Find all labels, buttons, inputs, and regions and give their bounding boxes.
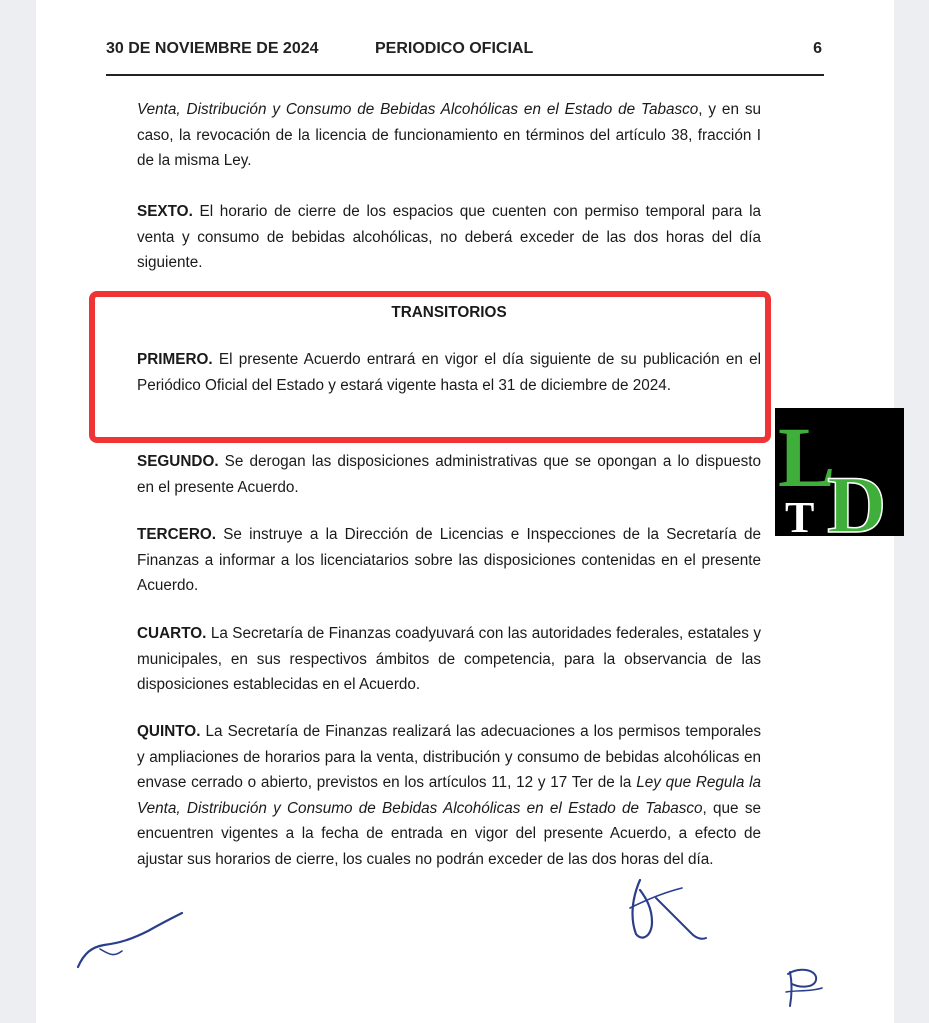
tercero-label: TERCERO. xyxy=(137,526,217,543)
tercero-text: Se instruye a la Dirección de Licencias e Inspecciones de la Secretaría de Finanzas a informar a los licenciatarios sobre las disposiciones contenidas en el presente Acuerdo. xyxy=(137,526,761,594)
quinto-text-1: La Secretaría de Finanzas realizará las adecuaciones a los permisos temporales y ampliaciones de horarios para la venta, distribución y consumo de bebidas alcohólicas en envase cerrado o abierto, previstos en los artículos 11, 12 y 17 Ter de la xyxy=(137,723,761,791)
svg-text:L: L xyxy=(778,409,836,505)
cuarto-label: CUARTO. xyxy=(137,625,207,642)
signature-initial xyxy=(778,962,838,1010)
article-tercero xyxy=(137,522,761,599)
article-quinto xyxy=(137,719,761,872)
cuarto-text: La Secretaría de Finanzas coadyuvará con las autoridades federales, estatales y municipales, en sus respectivos ámbitos de competencia, para la observancia de las disposiciones establecidas en el Acuerdo. xyxy=(137,625,761,693)
page-number: 6 xyxy=(813,40,822,57)
sexto-label: SEXTO. xyxy=(137,203,193,220)
ltd-logo xyxy=(775,408,904,536)
intro-paragraph xyxy=(137,97,761,174)
svg-text:D: D xyxy=(827,459,887,536)
primero-text: El presente Acuerdo entrará en vigor el día siguiente de su publicación en el Periódico Oficial del Estado y estará vigente hasta el 31 de diciembre de 2024. xyxy=(137,351,761,394)
logo-graphic xyxy=(775,408,904,536)
page-header xyxy=(106,40,824,76)
svg-text:T: T xyxy=(785,493,815,536)
quinto-text-2: , que se encuentren vigentes a la fecha de entrada en vigor del presente Acuerdo, a efecto de ajustar sus horarios de cierre, los cuales no podrán exceder de las dos horas del día. xyxy=(137,799,761,868)
signature-left xyxy=(70,905,190,975)
law-title-italic: Venta, Distribución y Consumo de Bebidas Alcohólicas en el Estado de Tabasco xyxy=(137,101,699,118)
sexto-text: El horario de cierre de los espacios que cuenten con permiso temporal para la venta y consumo de bebidas alcohólicas, no deberá exceder de las dos horas del día siguiente. xyxy=(137,203,761,271)
article-primero xyxy=(137,347,761,398)
signature-center xyxy=(616,868,716,948)
intro-text: , y en su caso, la revocación de la licencia de funcionamiento en términos del artículo 38, fracción I de la misma Ley. xyxy=(137,101,761,169)
segundo-text: Se derogan las disposiciones administrativas que se opongan a lo dispuesto en el presente Acuerdo. xyxy=(137,453,761,496)
article-segundo xyxy=(137,449,761,500)
quinto-law-title: Ley que Regula la Venta, Distribución y Consumo de Bebidas Alcohólicas en el Estado de Tabasco xyxy=(137,774,761,817)
article-sexto xyxy=(137,199,761,276)
article-cuarto xyxy=(137,621,761,698)
quinto-label: QUINTO. xyxy=(137,723,201,740)
segundo-label: SEGUNDO. xyxy=(137,453,219,470)
primero-label: PRIMERO. xyxy=(137,351,213,368)
header-title: PERIODICO OFICIAL xyxy=(375,40,534,57)
header-date: 30 DE NOVIEMBRE DE 2024 xyxy=(106,40,319,57)
transitorios-heading: TRANSITORIOS xyxy=(391,304,507,321)
